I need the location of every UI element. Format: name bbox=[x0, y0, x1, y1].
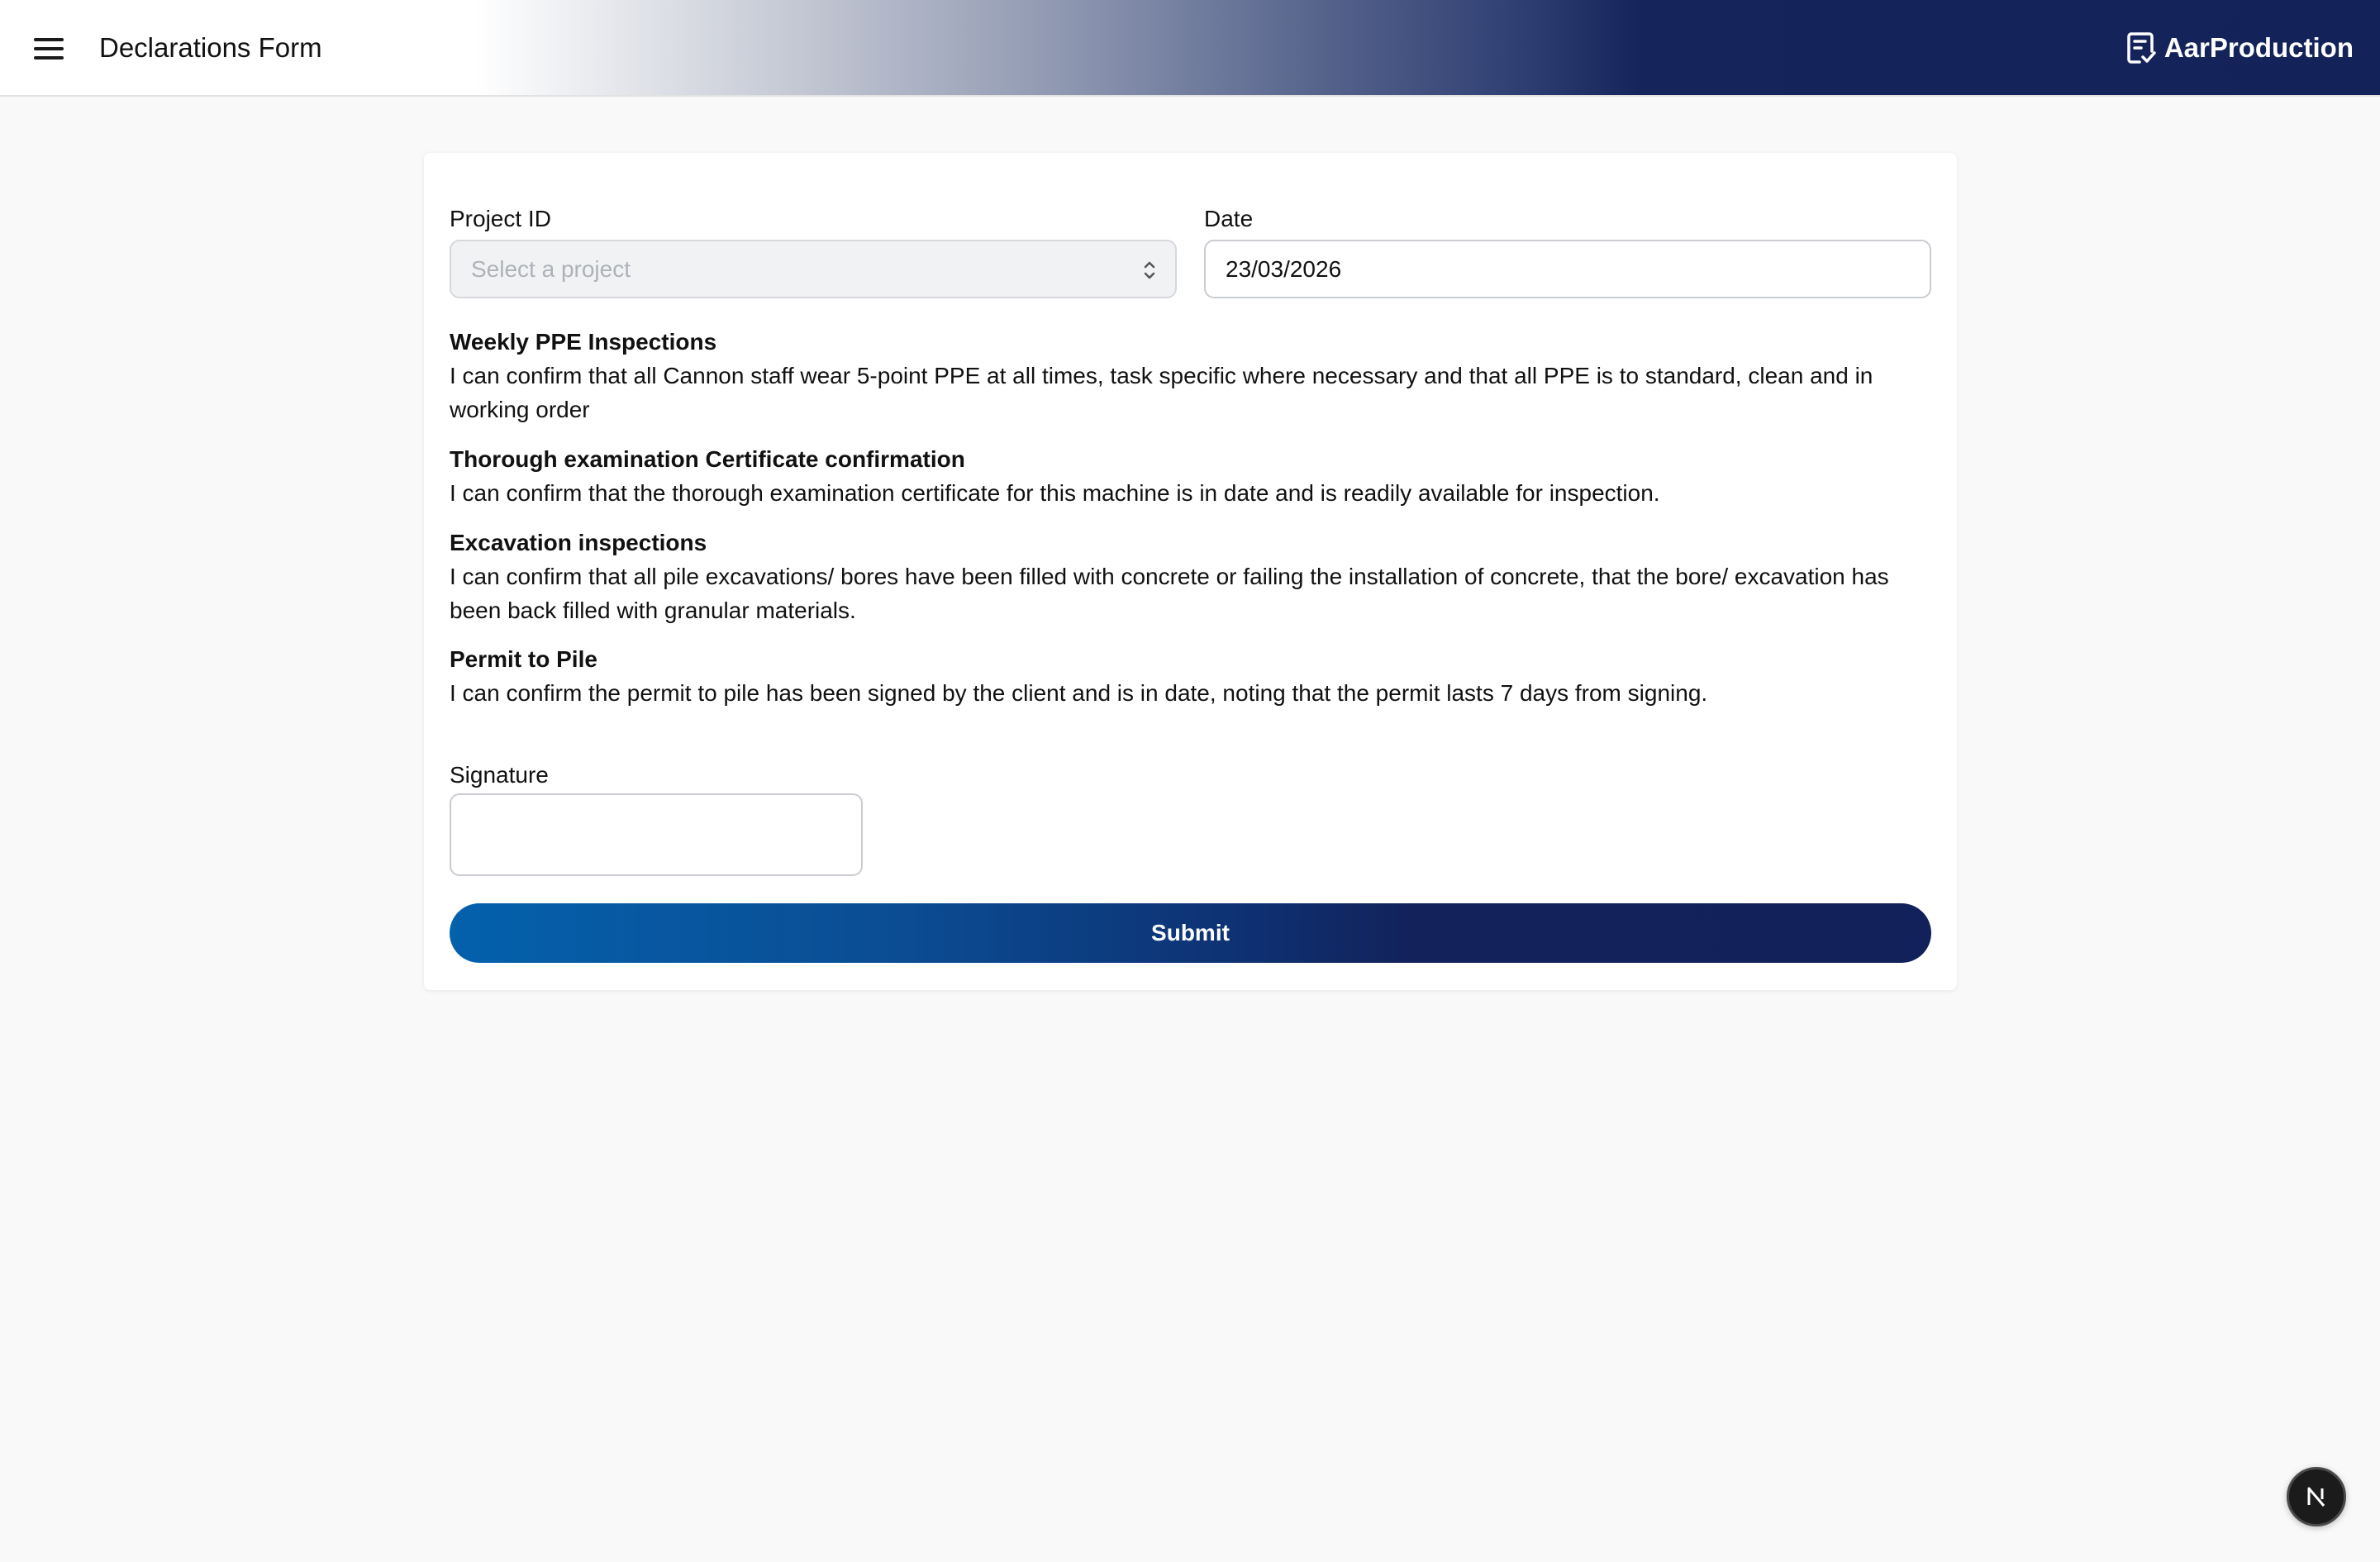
submit-button[interactable]: Submit bbox=[450, 903, 1931, 963]
top-bar bbox=[0, 0, 2380, 97]
declaration-text: I can confirm the permit to pile has been signed by the client and is in date, noting that the permit lasts 7 days from signing. bbox=[450, 680, 1708, 706]
declaration-text: I can confirm that the thorough examination certificate for this machine is in date and is readily available for inspection. bbox=[450, 480, 1660, 506]
signature-pad[interactable] bbox=[450, 793, 863, 876]
hamburger-menu-icon[interactable] bbox=[31, 33, 66, 64]
date-label: Date bbox=[1204, 206, 1254, 231]
declaration-title: Thorough examination Certificate confirmation bbox=[450, 446, 965, 472]
clipboard-check-icon bbox=[2126, 31, 2156, 65]
brand-name: AarProduction bbox=[2163, 32, 2354, 63]
date-input[interactable] bbox=[1204, 240, 1931, 298]
project-select-placeholder: Select a project bbox=[471, 256, 631, 282]
nextjs-dev-badge[interactable] bbox=[2287, 1467, 2346, 1526]
page-title: Declarations Form bbox=[99, 32, 322, 63]
declaration-excavation bbox=[450, 526, 1937, 627]
declaration-text: I can confirm that all pile excavations/ bores have been filled with concrete or failing the installation of concrete, that the bore/ excavation has been back filled with granular materials. bbox=[450, 564, 1889, 623]
project-select[interactable] bbox=[450, 240, 1177, 298]
declaration-title: Permit to Pile bbox=[450, 646, 597, 672]
declaration-certificate bbox=[450, 443, 1937, 510]
chevron-up-down-icon bbox=[1142, 258, 1157, 283]
declaration-title: Excavation inspections bbox=[450, 530, 707, 555]
declaration-ppe bbox=[450, 326, 1937, 426]
declaration-text: I can confirm that all Cannon staff wear 5-point PPE at all times, task specific where necessary and that all PPE is to standard, clean and in working order bbox=[450, 363, 1873, 422]
signature-label: Signature bbox=[450, 762, 549, 788]
declaration-title: Weekly PPE Inspections bbox=[450, 329, 717, 355]
brand[interactable] bbox=[2126, 30, 2354, 66]
nextjs-logo-icon bbox=[2305, 1485, 2328, 1508]
project-id-label: Project ID bbox=[450, 206, 551, 231]
declarations-form-card bbox=[424, 153, 1957, 990]
declaration-permit bbox=[450, 643, 1937, 710]
date-value: 23/03/2026 bbox=[1226, 256, 1342, 282]
